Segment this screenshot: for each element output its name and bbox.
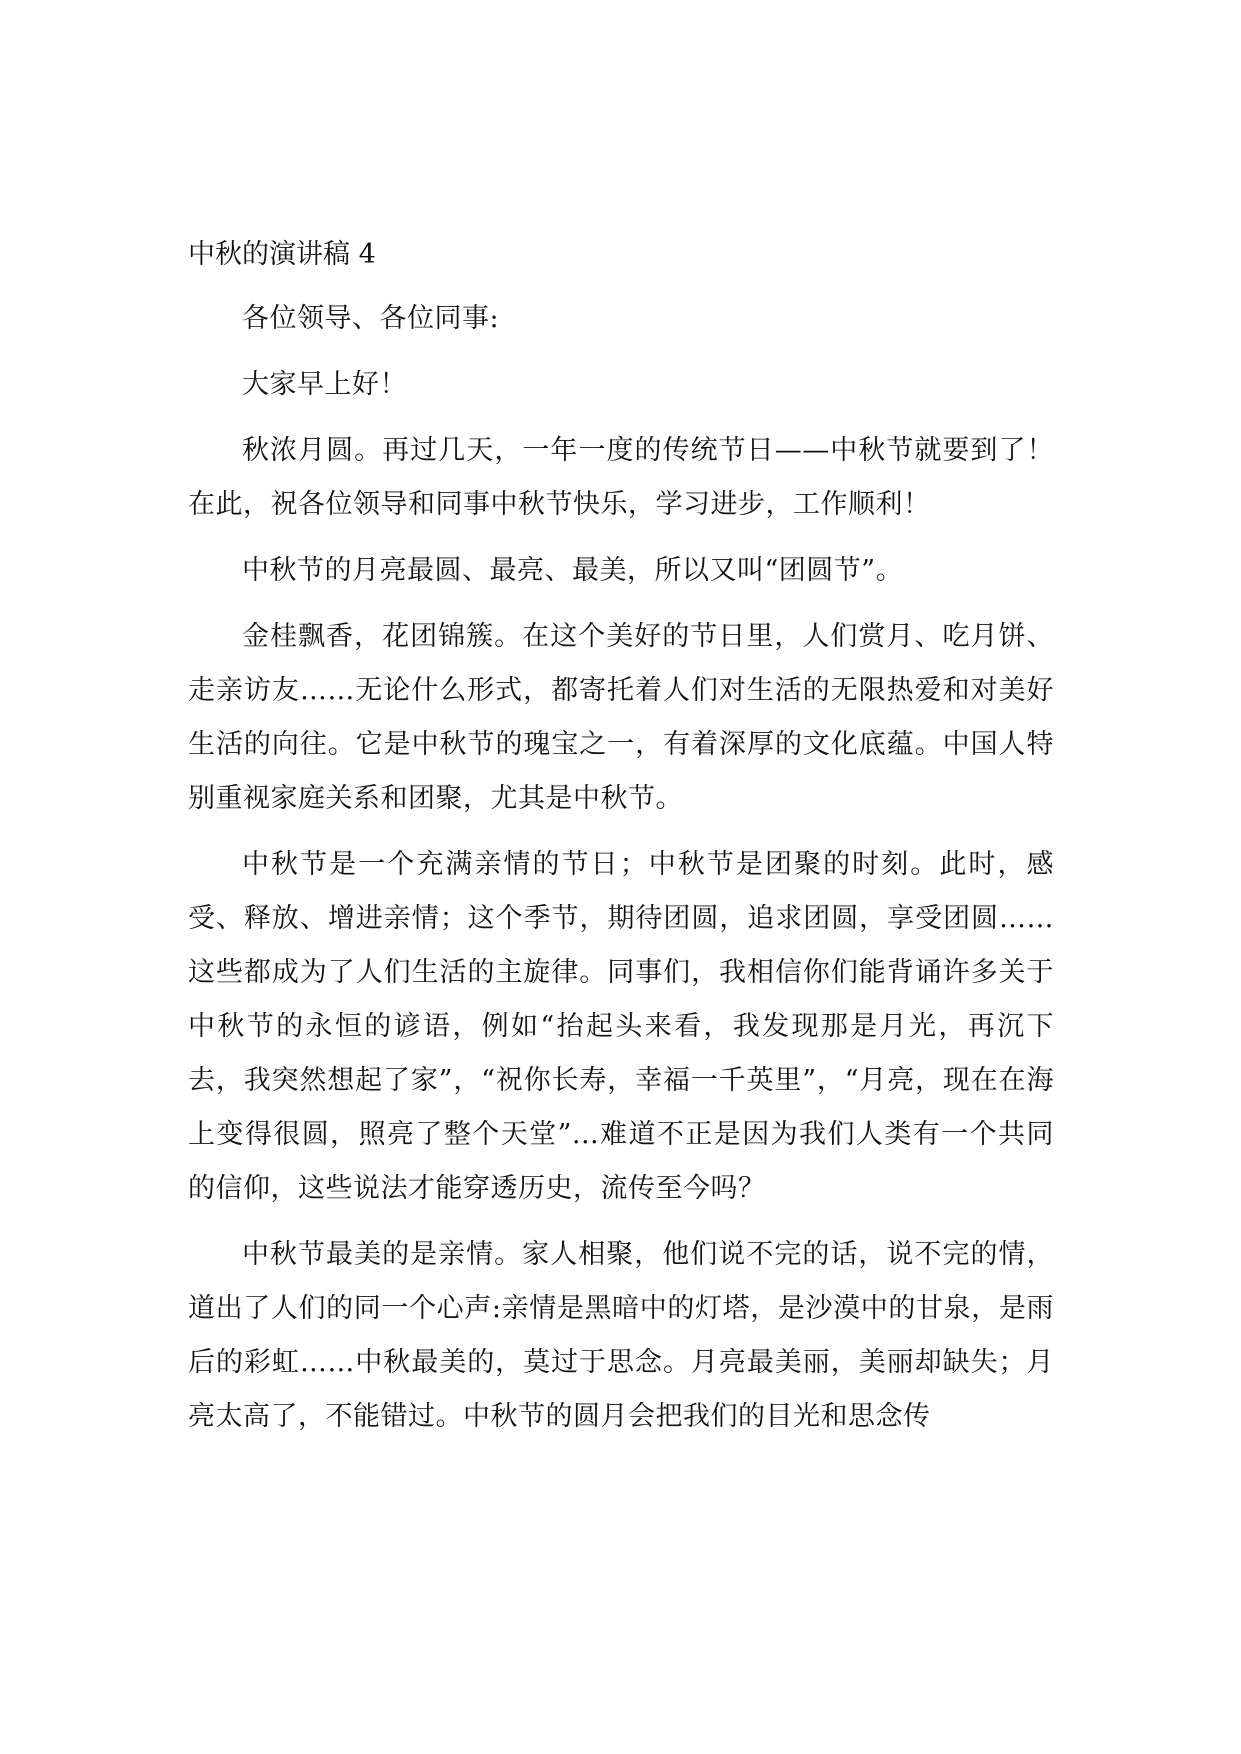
paragraph-customs: 金桂飘香，花团锦簇。在这个美好的节日里，人们赏月、吃月饼、走亲访友……无论什么形式，都寄托着人们对生活的无限热爱和对美好生活的向往。它是中秋节的瑰宝之一，有着深厚的文化底蕴。中国人特别重视家庭关系和团聚，尤其是中秋节。	[188, 621, 1054, 814]
paragraph-longing: 中秋节最美的是亲情。家人相聚，他们说不完的话，说不完的情，道出了人们的同一个心声:亲情是黑暗中的灯塔，是沙漠中的甘泉，是雨后的彩虹……中秋最美的，莫过于思念。月亮最美丽，美丽却缺失；月亮太高了，不能错过。中秋节的圆月会把我们的目光和思念传	[188, 1239, 1054, 1432]
document-body	[188, 228, 1054, 1456]
paragraph-festival-intro: 秋浓月圆。再过几天，一年一度的传统节日——中秋节就要到了！在此，祝各位领导和同事中秋节快乐，学习进步，工作顺利！	[188, 435, 1054, 520]
paragraph-good-morning: 大家早上好！	[242, 369, 407, 400]
paragraph-greeting: 各位领导、各位同事:	[242, 303, 500, 334]
paragraph-reunion-festival: 中秋节的月亮最圆、最亮、最美，所以又叫“团圆节”。	[242, 555, 904, 586]
paragraph-family-affection: 中秋节是一个充满亲情的节日；中秋节是团聚的时刻。此时，感受、释放、增进亲情；这个季节，期待团圆，追求团圆，享受团圆……这些都成为了人们生活的主旋律。同事们，我相信你们能背诵许多关于中秋节的永恒的谚语，例如“抬起头来看，我发现那是月光，再沉下去，我突然想起了家”，“祝你长寿，幸福一千英里”，“月亮，现在在海上变得很圆，照亮了整个天堂”...难道不正是因为我们人类有一个共同的信仰，这些说法才能穿透历史，流传至今吗？	[188, 849, 1054, 1204]
document-title: 中秋的演讲稿 4	[188, 239, 376, 270]
